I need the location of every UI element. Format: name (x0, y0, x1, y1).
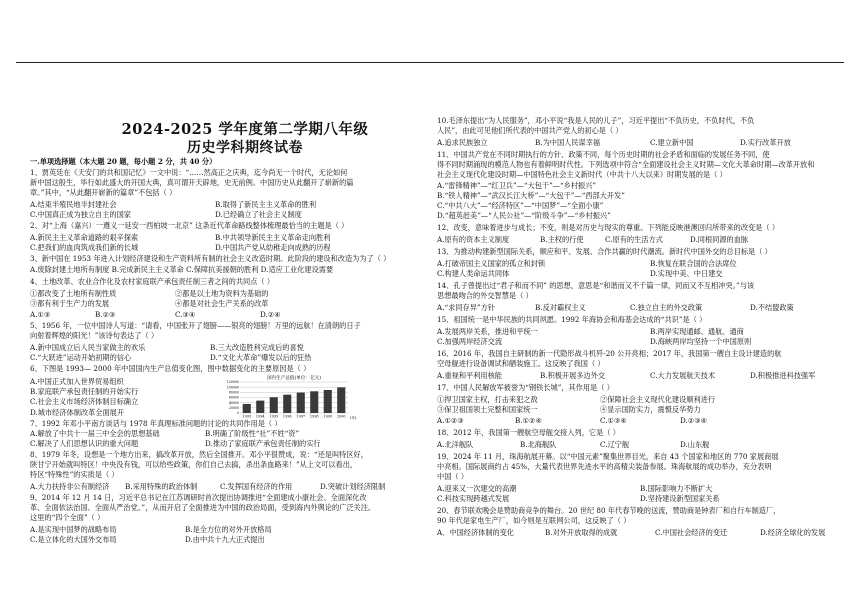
q9-line: 这里的“四个全面”（ ） (30, 513, 105, 522)
q16-option-d: D.积极推进科技强军 (750, 371, 816, 380)
q5-line: 向射着辉煌的阳光！”该诗句表达了（ ） (30, 331, 159, 340)
q5-option-b: B.三大改造胜利完成后的喜悦 (210, 343, 304, 352)
chart-y-tick-label: 120000 (226, 380, 239, 385)
q4-item-3: ③都有利于生产力的发展 (30, 299, 110, 308)
q17-item-2: ②保障社会主义现代化建设顺利进行 (600, 395, 716, 404)
q9-option-a: A.是实现中国梦的战略布局 (30, 525, 117, 534)
chart-y-tick-label: 0 (236, 411, 239, 416)
q20-option-d: D.经济全球化的发展 (760, 528, 826, 537)
q18-option-c: C.辽宁舰 (600, 440, 630, 449)
q8-line: 特区“特殊性”的实质是（ ） (30, 470, 119, 479)
q16-line: 空母舰进行设备调试和舾装施工。这反映了我国（ ） (437, 359, 605, 368)
q17-line: 17、中国人民解放军被誉为“钢铁长城”，其作用是（ ） (437, 383, 614, 392)
q18-option-d: D.山东舰 (680, 440, 710, 449)
chart-bar-1996 (283, 395, 291, 413)
q12-line: 12、改变，意味着进步与成长；不变，则是对历史与现实的尊重。下列能反映港澳回归所带来的改变是（ ） (437, 223, 780, 232)
q18-option-b: B.北海舰队 (520, 440, 557, 449)
q10-option-a: A.追求民族独立 (437, 138, 488, 147)
q2-line: 2、对“上海（嘉兴）一遵义一延安一西柏坡一北京” 这条近代革命路线整体梳理最恰当的主题是（ ） (30, 221, 349, 230)
chart-x-tick-label: 1996 (282, 414, 292, 419)
chart-y-tick-label: 100000 (226, 385, 239, 390)
chart-x-tick-label: 1999 (323, 414, 333, 419)
exam-title-line2: 历史学科期终试卷 (187, 140, 303, 156)
q17-item-1: ①捍卫国家主权，打击来犯之敌 (437, 395, 538, 404)
q19-option-c: C.科技实现跨越式发展 (437, 494, 510, 503)
q1-line: 1、贾英廷在《天安门的共和国记忆》一文中说：“……然高正之庆典，迄今尚无一个时代，无论如何 (30, 168, 348, 177)
q12-option-a: A.原有的资本主义制度 (437, 235, 510, 244)
chart-y-tick-label: 40000 (228, 400, 239, 405)
q12-option-b: B.主权的行使 (540, 235, 584, 244)
q6-option-a: A.中国正式加入世界贸易组织 (30, 377, 124, 386)
chart-bar-1993 (243, 404, 251, 413)
q1-option-b: B.取得了新民主主义革命的胜利 (215, 200, 317, 209)
q17-option-b: B.①②④ (515, 416, 542, 425)
q4-option-a: A.①③ (30, 310, 51, 319)
q4-option-b: B.②③ (95, 310, 116, 319)
q7-option-c: C.解决了人们思想认识的重大问题 (30, 439, 139, 448)
q9-line: 革、全面依法治国、全面从严治党。”，从而开启了全面推进为中国的政治局面，受到海内外舆论的广泛关注。 (30, 503, 376, 512)
q4-option-d: D.②④ (260, 310, 281, 319)
q15-option-a: A.发展两岸关系，推进和平统一 (437, 327, 538, 336)
q9-option-b: B.是全方位的对外开放格局 (185, 525, 272, 534)
q19-line: 19、2024 年 11 月，珠海航展开幕。以“中国元素”聚集世界目光，来自 43 个国家和地区的 770 家展商展 (437, 452, 779, 461)
q17-option-d: D.②③④ (680, 416, 708, 425)
q8-option-c: C.发挥国有经济的作用 (220, 482, 293, 491)
chart-x-tick-label: 1993 (242, 414, 252, 419)
q5-line: 5、1956 年，一位中国诗人写道：“请看，中国张开了翅膀——银亮的翅膀！万里的远航！在清朗的日子 (30, 321, 361, 330)
q16-line: 16、2016 年，我国自主研制的新一代隐形战斗机歼-20 公开亮相；2017 年，我国第一艘自主设计建造的航 (437, 349, 782, 358)
q10-option-c: C.建立新中国 (650, 138, 694, 147)
q20-option-a: A．中国经济体制的变化 (437, 528, 515, 537)
q14-option-d: D.不结盟政策 (750, 303, 794, 312)
q10-line: 10.毛泽东提出“为人民服务”，邓小平说“我是人民的儿子”，习近平提出“不负历史，不负时代，不负 (437, 116, 755, 125)
chart-bar-1995 (270, 397, 278, 413)
top-rule (16, 62, 844, 63)
chart-bar-1998 (310, 391, 318, 413)
q7-option-a: A.解放了中共十一届三中全会的思想基础 (30, 429, 160, 438)
q13-line: 13、为推动构建新型国际关系，顺应和平、发展、合作共赢的时代潮流。新时代中国外交的总目标是（ ） (437, 247, 772, 256)
q14-line: 思想最吻合的外交智慧是（ ） (437, 291, 533, 300)
q8-line: 陕甘宁开始就叫特区！中央没有钱，可以给些政策，你们自己去搞，杀出条血路来！”从上文可以看出， (30, 460, 358, 469)
section-heading: 一.单项选择题（本大题 20 题，每小题 2 分，共 40 分） (30, 157, 217, 166)
q7-option-b: B.明确了阶级性“社”不姓“资” (205, 429, 300, 438)
q14-option-b: B.反对霸权主义 (535, 303, 586, 312)
q19-option-b: B.国际影响力不断扩大 (640, 484, 713, 493)
q18-line: 18、2012 年，我国第一艘航空母舰交接入列，它是（ ） (437, 428, 620, 437)
q8-line: 8、1979 年冬，设想是一个地方出来，搞改革开放，然后全国推开。邓小平很赞成，说：“还是叫特区好， (30, 450, 368, 459)
q10-option-b: B.为中国人民谋幸福 (535, 138, 601, 147)
q6-option-d: D.城市经济体制改革全面展开 (30, 408, 125, 417)
chart-x-tick-label: 1994 (255, 414, 265, 419)
q20-option-c: C.中国社会经济的变迁 (655, 528, 728, 537)
q4-item-2: ②都是以土地为资料为基础的 (175, 289, 269, 298)
q6-option-c: C.社会主义市场经济体制目标确立 (30, 397, 139, 406)
q6-option-b: B.家庭联产承包责任制的开始实行 (30, 387, 139, 396)
q14-line: 14、孔子曾提出过“君子和而不同” 的思想，意思是“和谐而又不千篇一律，同而又不互相冲突。”与该 (437, 281, 755, 290)
q17-option-a: A.①②③ (437, 416, 464, 425)
q5-option-d: D.“文化大革命”爆发以后的狂热 (210, 353, 312, 362)
q15-line: 15、祖国统一是中华民族的共同夙愿。1992 年海协会和海基会达成的“共识”是（ ） (437, 315, 707, 324)
q1-option-c: C.中国真正成为独立自主的国家 (30, 210, 131, 219)
q1-option-d: D.已经确立了社会主义制度 (215, 210, 302, 219)
q13-option-a: A.打破帝国主义国家的孤立和封锁 (437, 259, 546, 268)
q9-option-c: C.是立体化的大国外交布局 (30, 535, 117, 544)
q19-line: 中国（ ） (437, 472, 469, 481)
q2-option-b: B.中共领导新民主主义革命走向胜利 (215, 233, 331, 242)
q16-option-c: C.大力发展航天技术 (650, 371, 716, 380)
q12-option-c: C.原有的生活方式 (605, 235, 663, 244)
q11-option-b: B.“铁人精神”—“武汉长江大桥”—“大包干”—“西部大开发” (437, 191, 625, 200)
q7-option-d: D.推动了家庭联产承包责任制的实行 (205, 439, 321, 448)
q15-option-c: C.加强两岸经济交流 (437, 337, 503, 346)
chart-x-tick-label: 1995 (269, 414, 279, 419)
exam-title-line1: 2024-2025 学年度第二学期八年级 (121, 121, 369, 138)
q17-item-3: ③保卫祖国领土完整和国家统一 (437, 405, 538, 414)
chart-bar-1997 (297, 393, 305, 413)
chart-title: 国内生产总值(单位：亿元) (266, 376, 322, 381)
chart-y-tick-label: 60000 (228, 395, 239, 400)
chart-x-tick-label: 1998 (309, 414, 319, 419)
chart-bar-1999 (324, 390, 332, 413)
q19-option-a: A.迎来又一次建交的高潮 (437, 484, 517, 493)
q1-option-a: A.结束半殖民地半封建社会 (30, 200, 117, 209)
q5-option-a: A.新中国成立后人民当家做主的欢乐 (30, 343, 146, 352)
q19-line: 中亮相。国际展商约占 45%，大量代表世界先进水平的高精尖装备参展。珠海航展的成功举办，充分表明 (437, 462, 772, 471)
q6-line: 6、下图是 1993— 2000 年中国国内生产总值变化图，图中数据变化的主要原因是（ ） (30, 364, 311, 373)
chart-bar-1994 (256, 401, 264, 413)
q2-option-c: C.把我们的血肉筑成我们新的长城 (30, 243, 139, 252)
q9-option-d: D.由中共十九大正式提出 (185, 535, 265, 544)
q8-option-b: B.采用特殊的政治体制 (125, 482, 198, 491)
q1-line: 新中国这般生，毕行如此盛大的开国大典，真可谓开天辟地，史无前例。中国历史从此翻开了崭新的篇 (30, 178, 354, 187)
chart-y-tick-label: 80000 (228, 390, 239, 395)
q4-item-1: ①都改变了土地所有制性质 (30, 289, 117, 298)
q14-option-a: A.“求同存异”方针 (437, 303, 495, 312)
q1-line: 章。”其中，“从此翻开崭新的篇章”不包括（ ） (30, 188, 177, 197)
q17-option-c: C.①③④ (600, 416, 627, 425)
q3-line: 3、新中国在 1953 年进入计划经济建设和生产资料所有制的社会主义改造时期。此阶段的建设和改造为为了（ ） (30, 254, 391, 263)
q18-option-a: A.北洋舰队 (437, 440, 474, 449)
q2-option-d: D.中国共产党从幼稚走向成熟的历程 (215, 243, 331, 252)
q13-option-d: D.实现中美、中日建交 (650, 269, 723, 278)
q12-option-d: D.同根同源的血脉 (690, 235, 749, 244)
q4-line: 4、土地改革、农业合作化及农村家庭联产承包责任制三者之间的共同点（ ） (30, 277, 275, 286)
q15-option-d: D.海峡两岸均坚持一个中国原则 (650, 337, 752, 346)
q20-line: 20、春节联欢晚会是赞助商竞争的舞台。20 世纪 80 年代春节晚的送流，赞助商是钟表厂和自行车制造厂， (437, 506, 781, 515)
q5-option-c: C.“大跃进”运动开始初期的信心 (30, 353, 132, 362)
q19-option-d: D.坚持建设新型国家关系 (640, 494, 720, 503)
q16-option-b: B.积极开展多边外交 (540, 371, 606, 380)
q11-line: 社会主义现代化建设时期—中国特色社会主义新时代（中共十八大以来）时期发展的是（ ） (437, 170, 727, 179)
chart-x-tick-label: 1997 (296, 414, 306, 419)
q8-option-a: A.大力扶持非公有制经济 (30, 482, 110, 491)
chart-y-tick-label: 20000 (228, 406, 239, 411)
q11-line: 得不同时期涌现的模范人物也有着鲜明时代性。下列选项中符合“全面建设社会主义时期—文化大革命时期—改革开放和 (437, 160, 815, 169)
q13-option-b: B.恢复在联合国的合法席位 (650, 259, 737, 268)
q10-option-d: D.实行改革开放 (740, 138, 791, 147)
q11-line: 11、中国共产党在不同时期执行的方针、政策不同，每个历史时期的社会矛盾和面临的发展任务不同，使 (437, 150, 770, 159)
q9-line: 9、2014 年 12 月 14 日，习近平总书记在江苏调研时首次提出协调推进“全面建成小康社会、全面深化改 (30, 493, 367, 502)
q4-item-4: ④都是对社会生产关系的改革 (175, 299, 269, 308)
q2-option-a: A.新民主主义革命道路的艰辛探索 (30, 233, 139, 242)
q11-option-d: D.“超英赶美”—“人民公社”—“阶级斗争”—“乡村振兴” (437, 211, 611, 220)
q17-item-4: ④显示国防实力，震慑反华势力 (600, 405, 701, 414)
q7-line: 7、1992 年邓小平南方谈话与 1978 年真理标准问题的讨论的共同作用是（ ） (30, 419, 282, 428)
q13-option-c: C.构建人类命运共同体 (437, 269, 510, 278)
q11-option-a: A.“雷锋精神”—“红卫兵”—“大包干”—“乡村振兴” (437, 181, 597, 190)
q8-option-d: D.突破计划经济限制 (320, 482, 386, 491)
gdp-bar-chart (218, 373, 358, 421)
chart-xlabel: (年) (350, 416, 357, 420)
chart-x-tick-label: 2000 (336, 414, 346, 419)
q20-option-b: B.对外开放取得的成就 (545, 528, 618, 537)
q4-option-c: C.③④ (175, 310, 196, 319)
q20-line: 90 年代是家电生产厂，如今则是互联网公司，这反映了（ ） (437, 516, 631, 525)
q15-option-b: B.两岸实现通邮、通航、通商 (650, 327, 744, 336)
q11-option-c: C.“中共八大”—“经济特区”—“中国梦”—“全面小康” (437, 201, 604, 210)
q16-option-a: A.重视和平利用核能 (437, 371, 502, 380)
chart-bar-2000 (337, 387, 345, 413)
q14-option-c: C.独立自主的外交政策 (630, 303, 703, 312)
q10-line: 人民”，由此可见他们所代表的中国共产党人的初心是（ ） (437, 126, 623, 135)
q3-options: A.废除封建土地所有制度 B.完成新民主主义革命 C.保障抗美援朝的胜利 D.适应工业化建设需要 (30, 265, 334, 274)
